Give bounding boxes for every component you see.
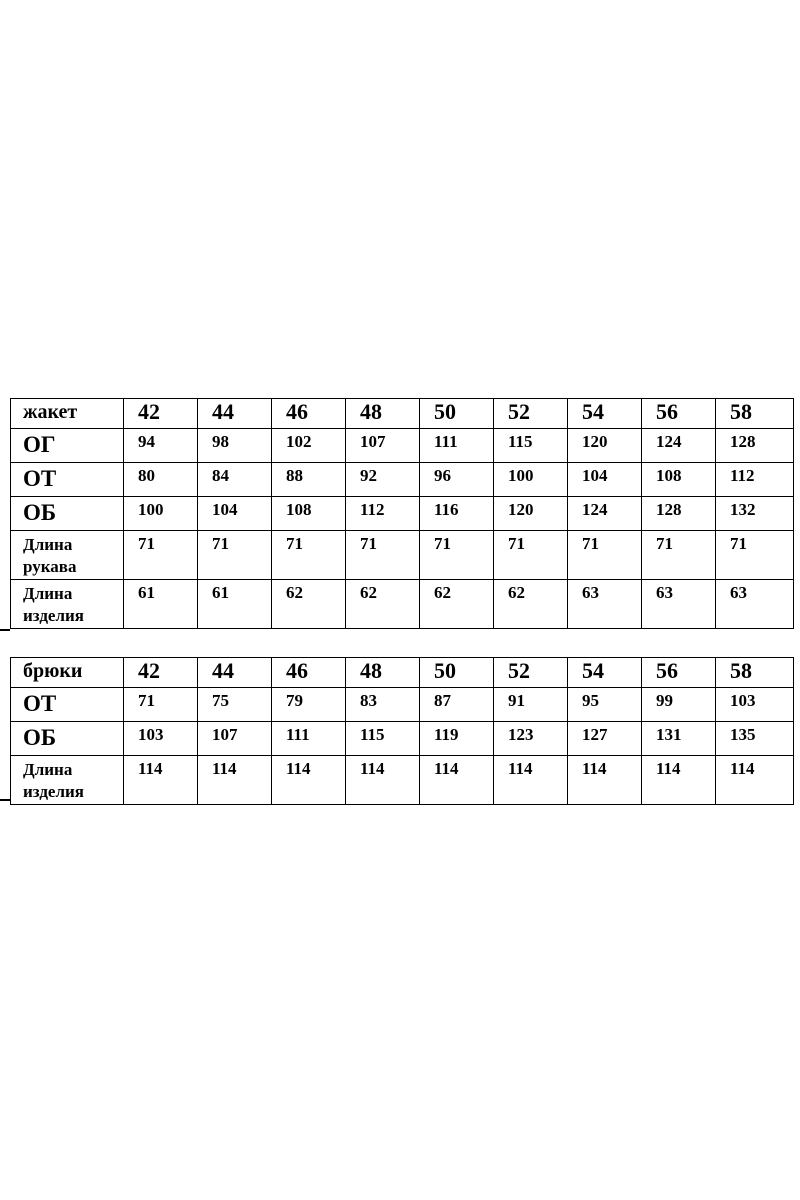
table-cell: 104: [198, 497, 272, 531]
table-row: [11, 756, 794, 805]
table-cell: 115: [494, 429, 568, 463]
pants-size-table: [10, 657, 794, 805]
size-header: 50: [420, 399, 494, 429]
table-cell: 61: [198, 580, 272, 629]
table-cell: 71: [494, 531, 568, 580]
size-header: 58: [716, 658, 794, 688]
row-label-line: изделия: [23, 782, 84, 801]
table-row: [11, 531, 794, 580]
size-header: 58: [716, 399, 794, 429]
row-label-line: изделия: [23, 606, 84, 625]
size-header: 46: [272, 399, 346, 429]
table-cell: 116: [420, 497, 494, 531]
table-cell: 79: [272, 688, 346, 722]
size-header: 50: [420, 658, 494, 688]
table-row: [11, 463, 794, 497]
table-cell: 62: [494, 580, 568, 629]
row-label-line: Длина: [23, 535, 73, 554]
table-cell: 127: [568, 722, 642, 756]
size-header: 56: [642, 399, 716, 429]
size-header: 54: [568, 658, 642, 688]
pants-title: брюки: [11, 658, 124, 688]
table-cell: 115: [346, 722, 420, 756]
table-cell: 71: [124, 531, 198, 580]
size-header: 42: [124, 658, 198, 688]
row-label: ОБ: [11, 722, 124, 756]
table-row: [11, 722, 794, 756]
row-label: ОБ: [11, 497, 124, 531]
left-edge-line: [0, 799, 10, 801]
size-header: 56: [642, 658, 716, 688]
table-cell: 104: [568, 463, 642, 497]
table-cell: 98: [198, 429, 272, 463]
table-cell: 91: [494, 688, 568, 722]
table-cell: 114: [716, 756, 794, 805]
table-cell: 135: [716, 722, 794, 756]
table-cell: 123: [494, 722, 568, 756]
table-row: [11, 429, 794, 463]
row-label: ОГ: [11, 429, 124, 463]
table-cell: 111: [420, 429, 494, 463]
jacket-size-table: [10, 398, 794, 629]
table-cell: 95: [568, 688, 642, 722]
row-label: [11, 531, 124, 580]
table-cell: 132: [716, 497, 794, 531]
table-cell: 114: [568, 756, 642, 805]
size-header: 44: [198, 658, 272, 688]
table-cell: 124: [642, 429, 716, 463]
table-cell: 100: [124, 497, 198, 531]
pants-size-header-row: [11, 658, 794, 688]
table-cell: 131: [642, 722, 716, 756]
table-cell: 71: [420, 531, 494, 580]
table-cell: 94: [124, 429, 198, 463]
size-header: 48: [346, 658, 420, 688]
row-label-line: рукава: [23, 557, 77, 576]
table-cell: 83: [346, 688, 420, 722]
jacket-size-header-row: [11, 399, 794, 429]
table-cell: 108: [272, 497, 346, 531]
size-header: 46: [272, 658, 346, 688]
size-header: 48: [346, 399, 420, 429]
size-header: 42: [124, 399, 198, 429]
table-cell: 111: [272, 722, 346, 756]
table-cell: 61: [124, 580, 198, 629]
size-header: 52: [494, 658, 568, 688]
table-cell: 62: [420, 580, 494, 629]
table-cell: 107: [198, 722, 272, 756]
table-cell: 128: [642, 497, 716, 531]
table-cell: 88: [272, 463, 346, 497]
table-cell: 108: [642, 463, 716, 497]
table-row: [11, 580, 794, 629]
table-cell: 100: [494, 463, 568, 497]
table-cell: 84: [198, 463, 272, 497]
table-cell: 114: [272, 756, 346, 805]
table-cell: 114: [198, 756, 272, 805]
table-cell: 63: [568, 580, 642, 629]
table-cell: 112: [346, 497, 420, 531]
row-label-line: Длина: [23, 584, 73, 603]
table-cell: 75: [198, 688, 272, 722]
table-cell: 71: [642, 531, 716, 580]
table-cell: 128: [716, 429, 794, 463]
table-cell: 71: [272, 531, 346, 580]
table-cell: 124: [568, 497, 642, 531]
table-cell: 114: [420, 756, 494, 805]
table-cell: 114: [494, 756, 568, 805]
left-edge-line: [0, 629, 10, 631]
table-cell: 71: [568, 531, 642, 580]
table-cell: 71: [346, 531, 420, 580]
table-cell: 114: [642, 756, 716, 805]
size-header: 52: [494, 399, 568, 429]
table-cell: 120: [568, 429, 642, 463]
row-label: ОТ: [11, 463, 124, 497]
row-label: [11, 756, 124, 805]
jacket-title: жакет: [11, 399, 124, 429]
table-cell: 80: [124, 463, 198, 497]
table-row: [11, 497, 794, 531]
table-cell: 120: [494, 497, 568, 531]
table-cell: 107: [346, 429, 420, 463]
table-cell: 119: [420, 722, 494, 756]
table-cell: 87: [420, 688, 494, 722]
table-cell: 103: [716, 688, 794, 722]
table-cell: 71: [716, 531, 794, 580]
table-cell: 63: [642, 580, 716, 629]
table-cell: 114: [346, 756, 420, 805]
table-row: [11, 688, 794, 722]
row-label: [11, 580, 124, 629]
table-cell: 103: [124, 722, 198, 756]
table-cell: 62: [272, 580, 346, 629]
table-cell: 96: [420, 463, 494, 497]
table-cell: 63: [716, 580, 794, 629]
row-label: ОТ: [11, 688, 124, 722]
table-cell: 71: [124, 688, 198, 722]
table-cell: 92: [346, 463, 420, 497]
table-cell: 114: [124, 756, 198, 805]
table-cell: 62: [346, 580, 420, 629]
table-cell: 99: [642, 688, 716, 722]
size-header: 44: [198, 399, 272, 429]
table-cell: 112: [716, 463, 794, 497]
table-cell: 102: [272, 429, 346, 463]
table-cell: 71: [198, 531, 272, 580]
size-header: 54: [568, 399, 642, 429]
row-label-line: Длина: [23, 760, 73, 779]
